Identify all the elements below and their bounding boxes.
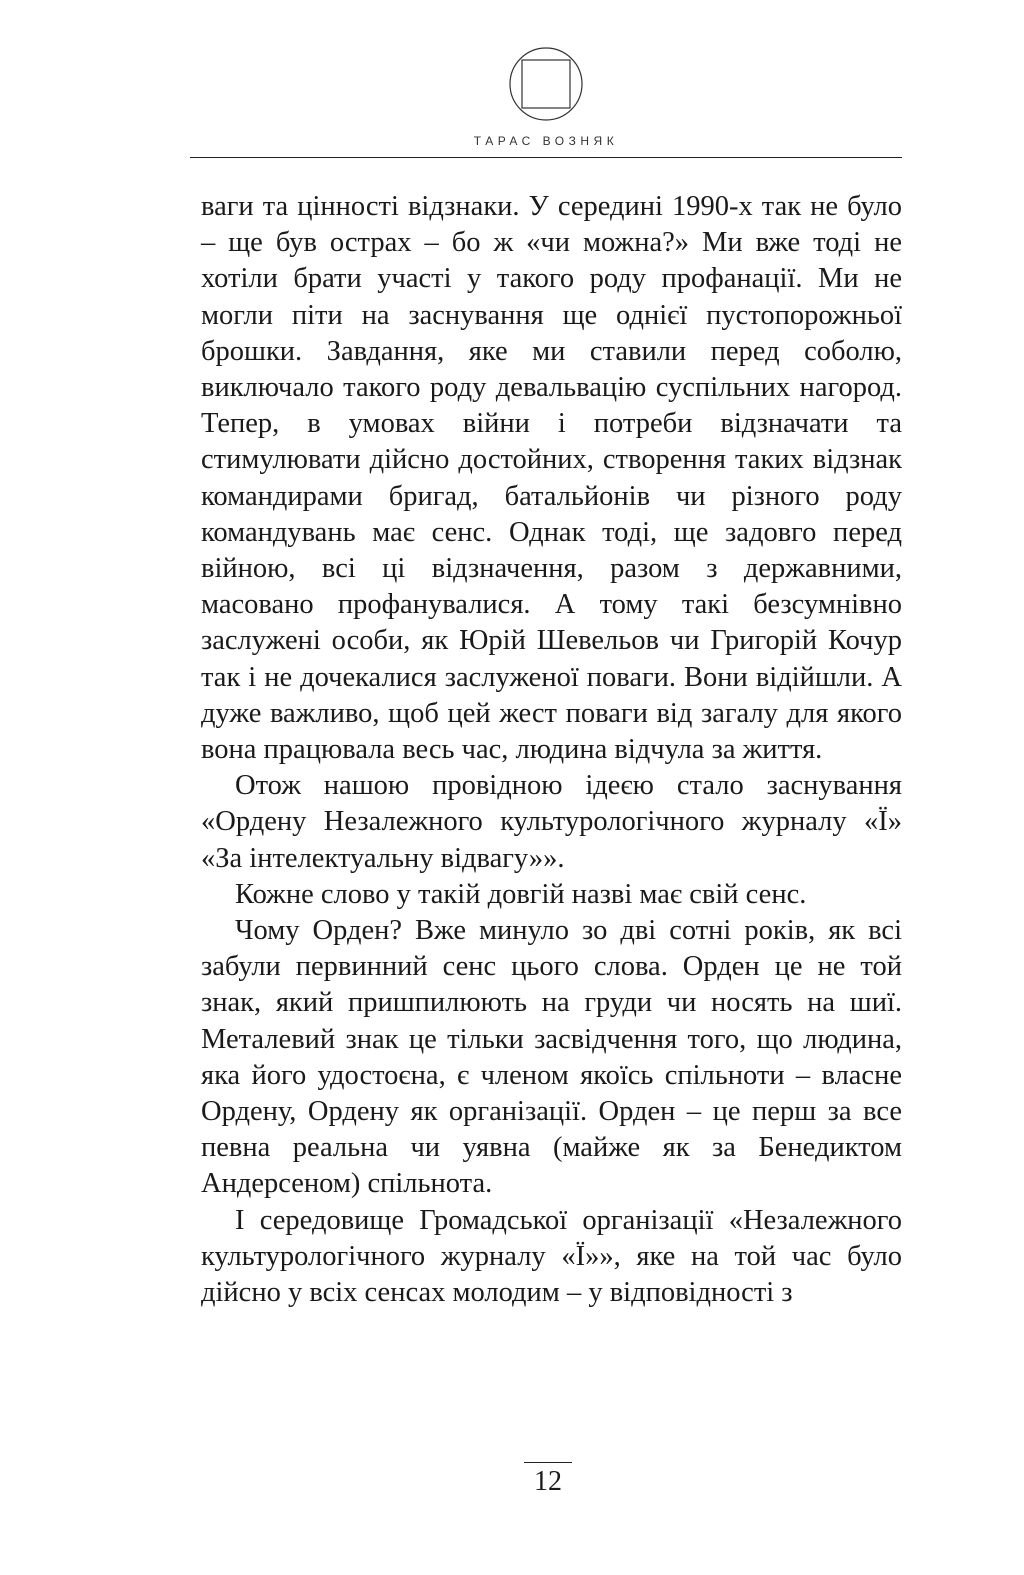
paragraph: Чому Орден? Вже минуло зо дві сотні років, як всі забули первинний сенс цього слова. Орден це не той знак, який пришпилюють на груди чи носять на шиї. Металевий знак це тільки засвідчення того, що людина, яка його удостоєна, є членом якоїсь спільноти – власне Ордену, Ордену як організації. Орден – це перш за все певна реальна чи уявна (майже як за Бенедиктом Андерсеном) спільнота. [201,915,902,1200]
paragraph: Отож нашою провідною ідеєю стало заснування «Ордену Незалежного культурологічного журналу «Ї» «За інтелектуальну відвагу»». [201,770,902,874]
header-rule [190,157,902,158]
page-number: 12 [534,1466,562,1497]
body-text [201,189,902,1311]
circle-square-logo-icon [508,46,584,122]
paragraph: ваги та цінності відзнаки. У середині 1990-х так не було – ще був острах – бо ж «чи можна?» Ми вже тоді не хотіли брати участі у такого роду профанації. Ми не могли піти на заснування ще однієї пустопорожньої брошки. Завдання, яке ми ставили перед соболю, виключало такого роду девальвацію суспільних нагород. Тепер, в умовах війни і потреби відзначати та стимулювати дійсно достойних, створення таких відзнак командирами бригад, батальйонів чи різного роду командувань має сенс. Однак тоді, ще задовго перед війною, всі ці відзначення, разом з державними, масовано профанувалися. А тому такі безсумнівно заслужені особи, як Юрій Шевельов чи Григорій Кочур так і не дочекалися заслуженої поваги. Вони відійшли. А дуже важливо, щоб цей жест поваги від загалу для якого вона працювала весь час, людина відчула за життя. [201,191,902,766]
page-number-rule [524,1462,572,1463]
paragraph: Кожне слово у такій довгій назві має свій сенс. [235,878,807,910]
running-head: ТАРАС ВОЗНЯК [473,134,619,148]
paragraph: І середовище Громадської організації «Незалежного культурологічного журналу «Ї»», яке на той час було дійсно у всіх сенсах молодим – у відповідності з [201,1204,902,1309]
